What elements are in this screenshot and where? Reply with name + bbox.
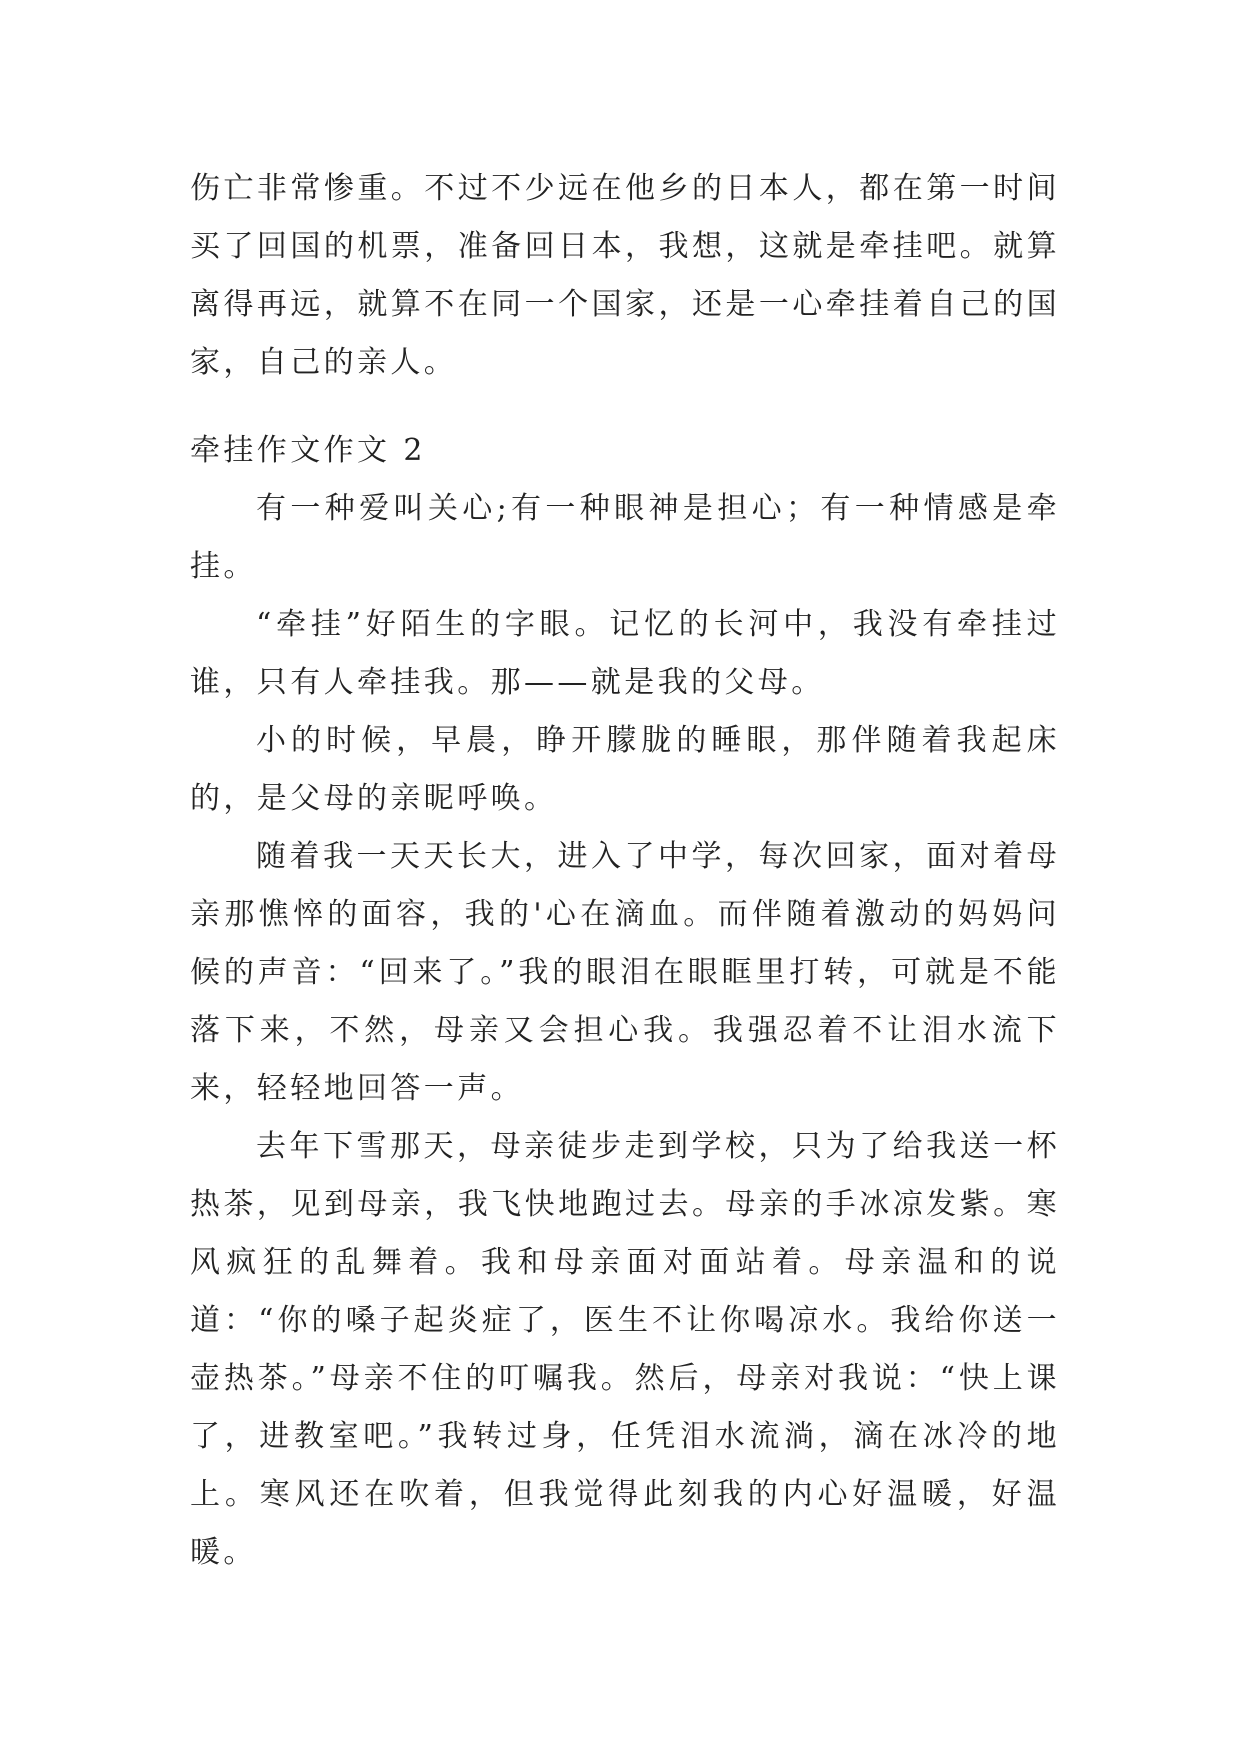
section-title: 牵挂作文作文 2	[190, 433, 426, 468]
body-paragraph-1: 有一种爱叫关心;有一种眼神是担心；有一种情感是牵挂。	[190, 491, 1060, 584]
body-paragraph-4: 随着我一天天长大，进入了中学，每次回家，面对着母亲那憔悴的面容，我的'心在滴血。而伴随着激动的妈妈问候的声音：“回来了。”我的眼泪在眼眶里打转，可就是不能落下来，不然，母亲又会担心我。我强忍着不让泪水流下来，轻轻地回答一声。	[190, 839, 1060, 1106]
body-paragraph-3: 小的时候，早晨，睁开朦胧的睡眼，那伴随着我起床的，是父母的亲昵呼唤。	[190, 723, 1060, 816]
body-paragraph-5: 去年下雪那天，母亲徒步走到学校，只为了给我送一杯热茶，见到母亲，我飞快地跑过去。母亲的手冰凉发紫。寒风疯狂的乱舞着。我和母亲面对面站着。母亲温和的说道：“你的嗓子起炎症了，医生不让你喝凉水。我给你送一壶热茶。”母亲不住的叮嘱我。然后，母亲对我说：“快上课了，进教室吧。”我转过身，任凭泪水流淌，滴在冰冷的地上。寒风还在吹着，但我觉得此刻我的内心好温暖，好温暖。	[190, 1129, 1060, 1570]
document-page	[190, 160, 1060, 1582]
body-paragraph-2: “牵挂”好陌生的字眼。记忆的长河中，我没有牵挂过谁，只有人牵挂我。那——就是我的父母。	[190, 607, 1060, 700]
intro-paragraph: 伤亡非常惨重。不过不少远在他乡的日本人，都在第一时间买了回国的机票，准备回日本，我想，这就是牵挂吧。就算离得再远，就算不在同一个国家，还是一心牵挂着自己的国家，自己的亲人。	[190, 171, 1060, 380]
section-spacer	[190, 392, 1060, 422]
